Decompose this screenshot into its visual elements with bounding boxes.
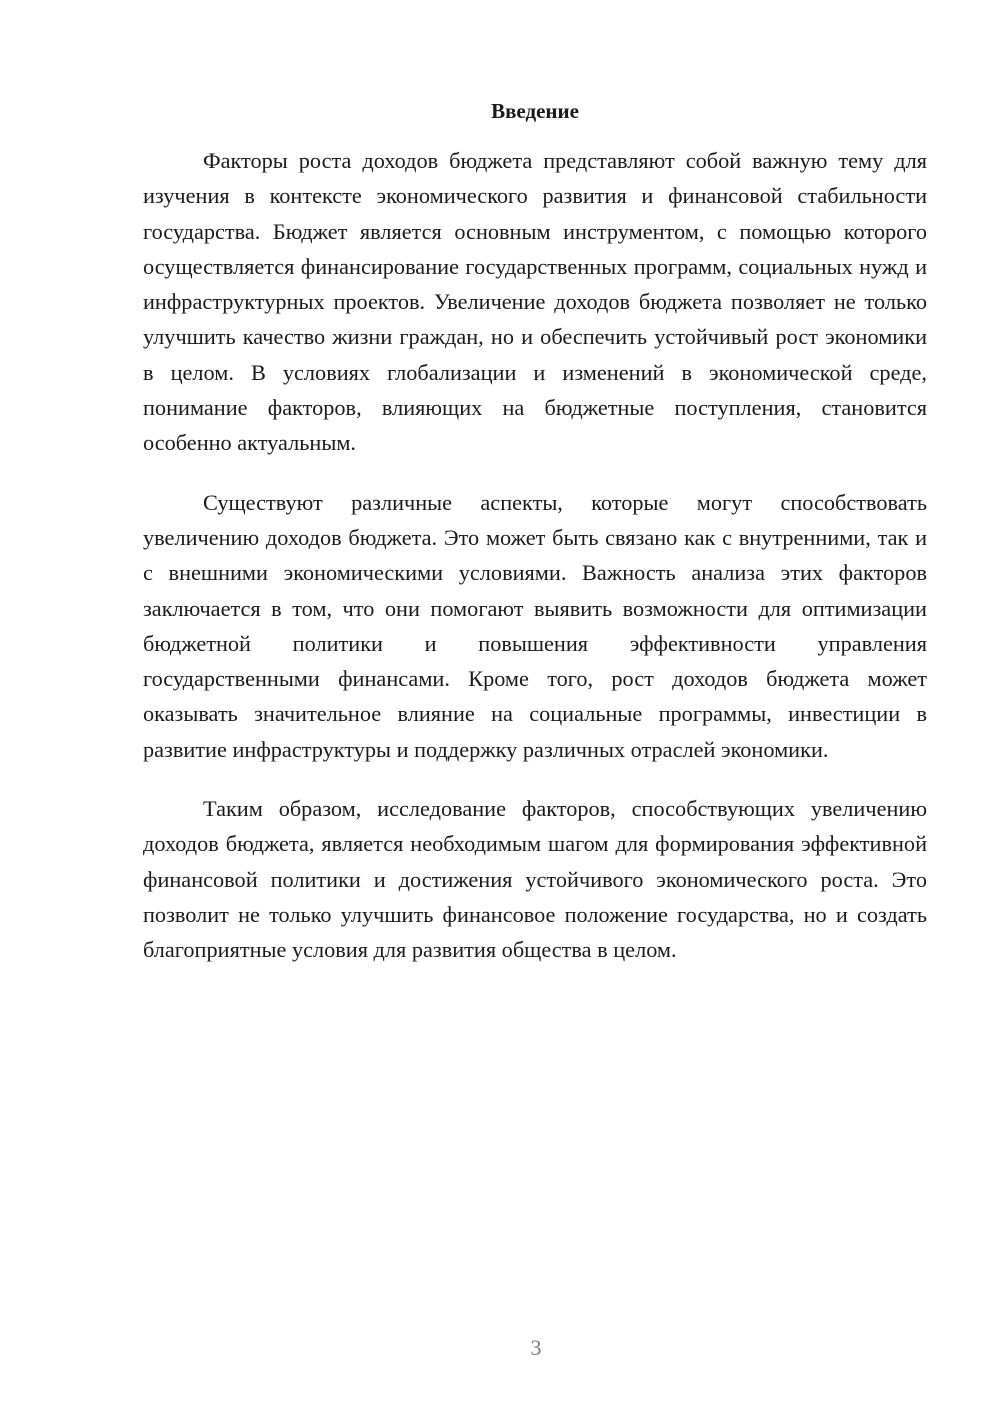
paragraph-2: Существуют различные аспекты, которые могут способствовать увеличению доходов бюджета. Это может быть связано как с внутренними, так и с внешними экономическими условиями. Важность анализа этих факторов заключается в том, что они помогают выявить возможности для оптимизации бюджетной политики и повышения эффективности управления государственными финансами. Кроме того, рост доходов бюджета может оказывать значительное влияние на социальные программы, инвестиции в развитие инфраструктуры и поддержку различных отраслей экономики.	[143, 489, 927, 762]
paragraph-3: Таким образом, исследование факторов, способствующих увеличению доходов бюджета, является необходимым шагом для формирования эффективной финансовой политики и достижения устойчивого экономического роста. Это позволит не только улучшить финансовое положение государства, но и создать благоприятные условия для развития общества в целом.	[143, 796, 927, 963]
section-heading: Введение	[491, 99, 579, 123]
page-number: 3	[530, 1335, 542, 1360]
body-text	[143, 143, 927, 992]
paragraph-1: Факторы роста доходов бюджета представляют собой важную тему для изучения в контексте экономического развития и финансовой стабильности государства. Бюджет является основным инструментом, с помощью которого осуществляется финансирование государственных программ, социальных нужд и инфраструктурных проектов. Увеличение доходов бюджета позволяет не только улучшить качество жизни граждан, но и обеспечить устойчивый рост экономики в целом. В условиях глобализации и изменений в экономической среде, понимание факторов, влияющих на бюджетные поступления, становится особенно актуальным.	[143, 148, 927, 456]
